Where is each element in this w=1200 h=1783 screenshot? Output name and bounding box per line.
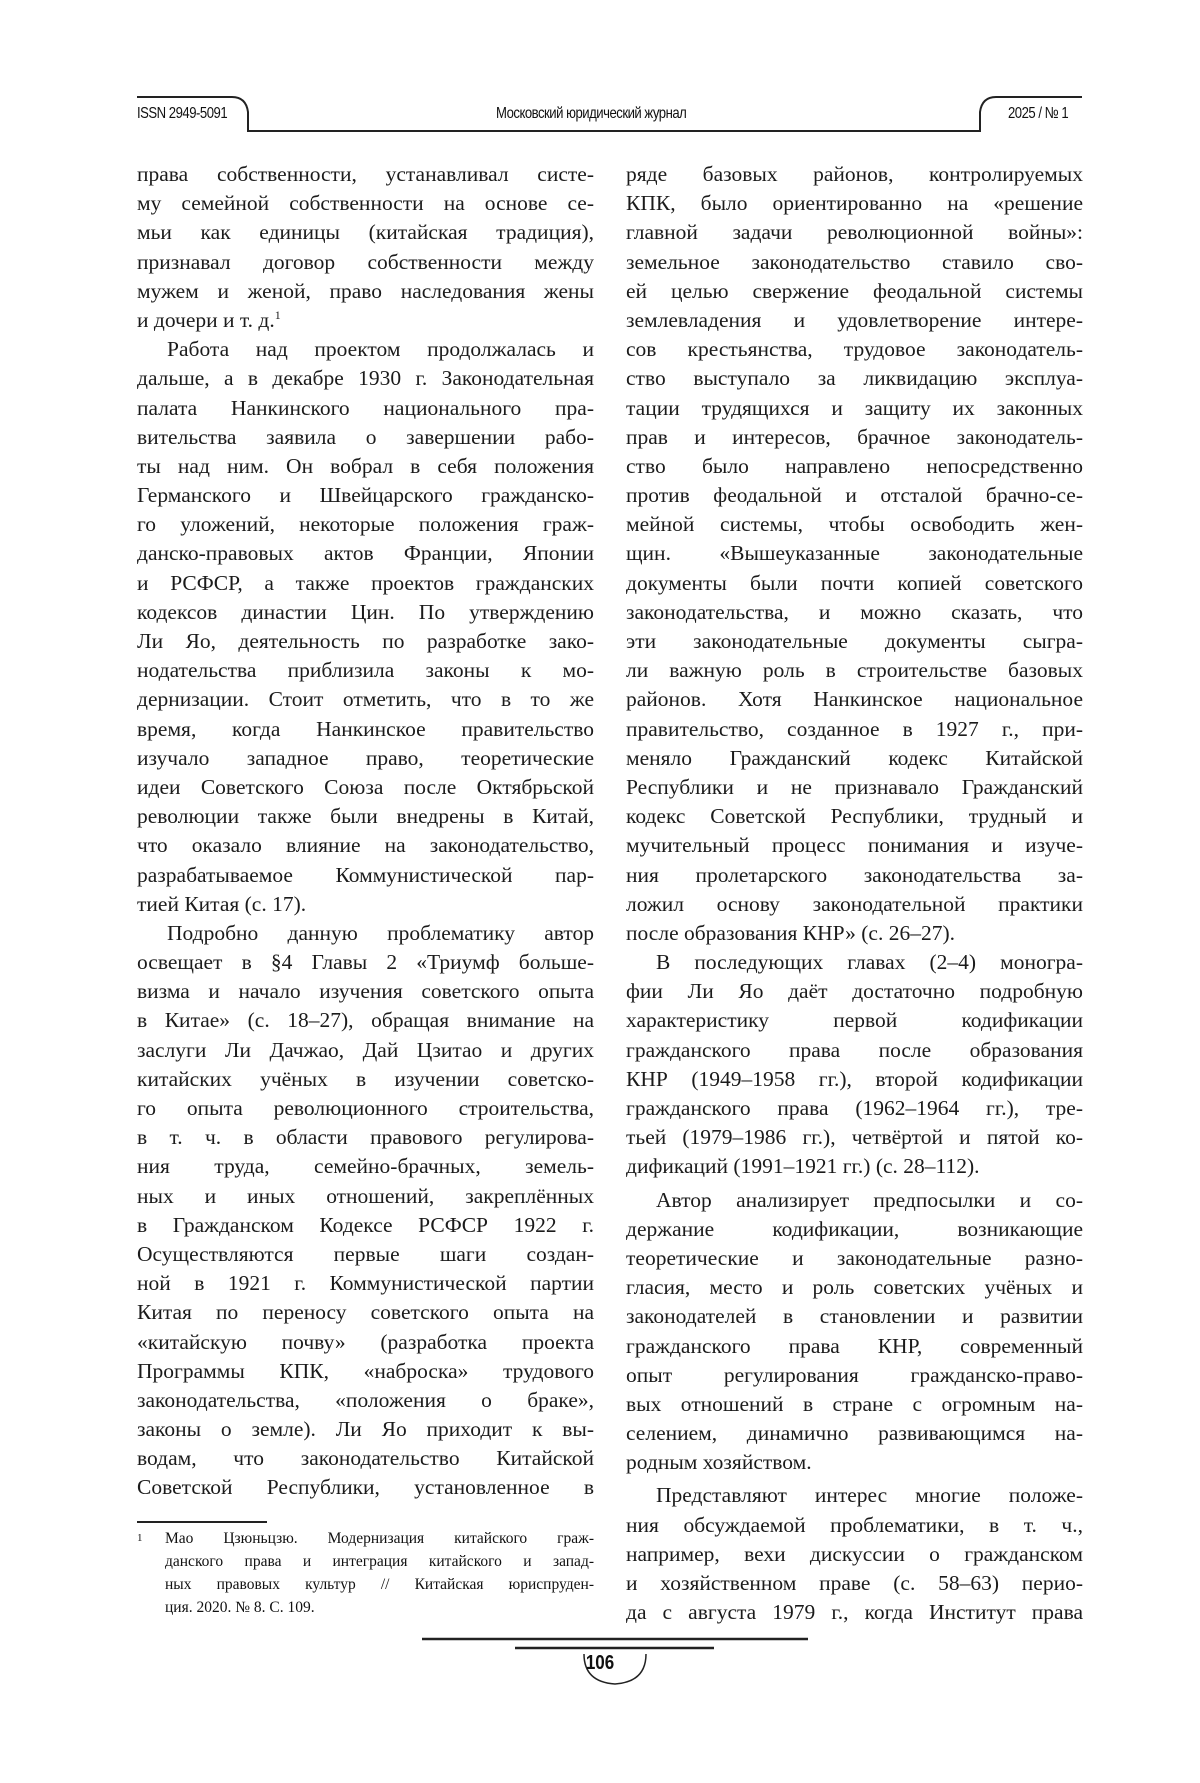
paragraph (626, 160, 1083, 948)
paragraph (137, 160, 594, 335)
line-text: Китая по переносу советского опыта на (137, 1300, 594, 1324)
text-line (626, 510, 1083, 539)
line-text: документы были почти копией советского (626, 571, 1083, 595)
text-line (626, 773, 1083, 802)
line-text: мьи как единицы (китайская традиция), (137, 220, 594, 244)
line-text: кодекс Советской Республики, трудный и (626, 804, 1083, 828)
line-text: Советской Республики, установленное в (137, 1475, 594, 1499)
text-line (137, 248, 594, 277)
line-text: Германского и Швейцарского гражданско- (137, 483, 594, 507)
header-frame (0, 0, 1200, 150)
text-line (626, 861, 1083, 890)
line-text: опыт регулирования гражданско-право- (626, 1363, 1083, 1387)
line-text: идеи Советского Союза после Октябрьской (137, 775, 594, 799)
line-text: эти законодательные документы сыгра- (626, 629, 1083, 653)
text-line (137, 948, 594, 977)
text-line (137, 598, 594, 627)
line-text: ты над ним. Он вобрал в себя положения (137, 454, 594, 478)
text-line (626, 364, 1083, 393)
text-line (626, 919, 1083, 948)
line-text: земельное законодательство ставило сво- (626, 250, 1083, 274)
text-line (626, 569, 1083, 598)
line-text: Ли Яо, деятельность по разработке зако- (137, 629, 594, 653)
text-line (137, 861, 594, 890)
line-text: характеристику первой кодификации (626, 1008, 1083, 1032)
footnote-number: 1 (137, 1527, 143, 1550)
line-text: вых отношений в стране с огромным на- (626, 1392, 1083, 1416)
line-text: Подробно данную проблематику автор (167, 921, 594, 945)
line-text: ложил основу законодательной практики (626, 892, 1083, 916)
line-text: гражданского права после образования (626, 1038, 1083, 1062)
line-text: заслуги Ли Дачжао, Дай Цзитао и других (137, 1038, 594, 1062)
line-text: гражданского права (1962–1964 гг.), тре- (626, 1096, 1083, 1120)
text-line (137, 510, 594, 539)
left-column (137, 160, 594, 1503)
text-line (626, 423, 1083, 452)
text-line (626, 481, 1083, 510)
line-text: щин. «Вышеуказанные законодательные (626, 541, 1083, 565)
text-line (137, 1415, 594, 1444)
line-text: данско-правовых актов Франции, Японии (137, 541, 594, 565)
line-text: после образования КНР» (с. 26–27). (626, 921, 955, 945)
footnote-text (165, 1527, 594, 1619)
right-column (626, 160, 1083, 1627)
line-text: вительства заявила о завершении рабо- (137, 425, 594, 449)
line-text: признавал договор собственности между (137, 250, 594, 274)
text-line (137, 1065, 594, 1094)
line-text: родным хозяйством. (626, 1450, 812, 1474)
line-text: визма и начало изучения советского опыта (137, 979, 594, 1003)
text-line (626, 335, 1083, 364)
text-line (137, 452, 594, 481)
text-line (626, 189, 1083, 218)
line-text: нодательства приблизила законы к мо- (137, 658, 594, 682)
text-line (137, 919, 594, 948)
text-line (626, 1332, 1083, 1361)
text-line (626, 248, 1083, 277)
text-line (137, 1211, 594, 1240)
line-text: в т. ч. в области правового регулирова- (137, 1125, 594, 1149)
text-line (626, 1123, 1083, 1152)
line-text: революции также были внедрены в Китай, (137, 804, 594, 828)
text-line (626, 1540, 1083, 1569)
text-line (137, 890, 594, 919)
line-text: районов. Хотя Нанкинское национальное (626, 687, 1083, 711)
journal-title: Московский юридический журнал (496, 105, 686, 123)
footnote-line: данского права и интеграция китайского и запад- (165, 1550, 594, 1573)
line-text: да с августа 1979 г., когда Институт права (626, 1600, 1083, 1624)
text-line (137, 1473, 594, 1502)
text-line (626, 744, 1083, 773)
paragraph (626, 1186, 1083, 1478)
line-text: кодексов династии Цин. По утверждению (137, 600, 594, 624)
line-text: законодателей в становлении и развитии (626, 1304, 1083, 1328)
line-text: ния пролетарского законодательства за- (626, 863, 1083, 887)
line-text: законы о земле). Ли Яо приходит к вы- (137, 1417, 594, 1441)
line-text: мучительный процесс понимания и изуче- (626, 833, 1083, 857)
text-line (626, 452, 1083, 481)
paragraph (626, 1481, 1083, 1627)
line-text: гражданского права КНР, современный (626, 1334, 1083, 1358)
paragraph (137, 335, 594, 919)
line-text: в Китае» (с. 18–27), обращая внимание на (137, 1008, 594, 1032)
line-text: землевладения и удовлетворение интере- (626, 308, 1083, 332)
text-line (137, 1036, 594, 1065)
line-text: права собственности, устанавливал систе- (137, 162, 594, 186)
text-line (137, 977, 594, 1006)
line-text: теоретические и законодательные разно- (626, 1246, 1083, 1270)
line-text: фии Ли Яо даёт достаточно подробную (626, 979, 1083, 1003)
text-line (626, 306, 1083, 335)
line-text: Представляют интерес многие положе- (656, 1483, 1083, 1507)
text-line (137, 160, 594, 189)
footnote-line: Мао Цзюньцзю. Модернизация китайского граж- (165, 1527, 594, 1550)
text-line (137, 189, 594, 218)
footnote-line: ция. 2020. № 8. С. 109. (165, 1596, 594, 1619)
text-line (626, 656, 1083, 685)
text-line (626, 1006, 1083, 1035)
text-line (137, 685, 594, 714)
text-line (626, 1481, 1083, 1510)
text-line (626, 802, 1083, 831)
text-line (137, 423, 594, 452)
text-line (626, 1094, 1083, 1123)
text-line (626, 160, 1083, 189)
line-text: и РСФСР, а также проектов гражданских (137, 571, 594, 595)
line-text: «китайскую почву» (разработка проекта (137, 1330, 594, 1354)
line-text: палата Нанкинского национального пра- (137, 396, 594, 420)
line-text: законодательства, и можно сказать, что (626, 600, 1083, 624)
line-text: тией Китая (с. 17). (137, 892, 306, 916)
text-line (137, 1269, 594, 1298)
text-line (626, 1273, 1083, 1302)
text-line (137, 627, 594, 656)
text-line (137, 1182, 594, 1211)
text-line (626, 831, 1083, 860)
text-line (137, 831, 594, 860)
line-text: мужем и женой, право наследования жены (137, 279, 594, 303)
line-text: КПК, было ориентированно на «решение (626, 191, 1083, 215)
line-text: го опыта революционного строительства, (137, 1096, 594, 1120)
text-line (137, 218, 594, 247)
text-line (137, 656, 594, 685)
line-text: ных и иных отношений, закреплённых (137, 1184, 594, 1208)
text-line (137, 277, 594, 306)
text-line (137, 773, 594, 802)
text-line (626, 1569, 1083, 1598)
text-line (137, 1152, 594, 1181)
text-line (626, 1448, 1083, 1477)
text-line (137, 1240, 594, 1269)
text-line (626, 1511, 1083, 1540)
line-text: водам, что законодательство Китайской (137, 1446, 594, 1470)
line-text: и дочери и т. д. (137, 308, 275, 332)
text-line (137, 1357, 594, 1386)
line-text: Республики и не признавало Гражданский (626, 775, 1083, 799)
line-text: тьей (1979–1986 гг.), четвёртой и пятой ко- (626, 1125, 1083, 1149)
line-text: ной в 1921 г. Коммунистической партии (137, 1271, 594, 1295)
text-line (137, 802, 594, 831)
line-text: главной задачи революционной войны»: (626, 220, 1083, 244)
line-text: например, вехи дискуссии о гражданском (626, 1542, 1083, 1566)
text-line (626, 539, 1083, 568)
line-text: что оказало влияние на законодательство, (137, 833, 594, 857)
text-line (626, 277, 1083, 306)
footnote-ref[interactable]: 1 (275, 308, 281, 322)
text-line (137, 481, 594, 510)
line-text: держание кодификации, возникающие (626, 1217, 1083, 1241)
text-line (626, 1598, 1083, 1627)
line-text: В последующих главах (2–4) моногра- (656, 950, 1083, 974)
text-line (137, 1444, 594, 1473)
text-line (626, 627, 1083, 656)
text-line (626, 394, 1083, 423)
line-text: гласия, место и роль советских учёных и (626, 1275, 1083, 1299)
text-line (626, 1215, 1083, 1244)
line-text: изучало западное право, теоретические (137, 746, 594, 770)
text-line (626, 890, 1083, 919)
line-text: разрабатываемое Коммунистической пар- (137, 863, 594, 887)
line-text: ния труда, семейно-брачных, земель- (137, 1154, 594, 1178)
line-text: ство выступало за ликвидацию эксплуа- (626, 366, 1083, 390)
line-text: го уложений, некоторые положения граж- (137, 512, 594, 536)
page-number: 106 (575, 1652, 626, 1675)
line-text: против феодальной и отсталой брачно-се- (626, 483, 1083, 507)
text-line (626, 1244, 1083, 1273)
text-line (626, 1152, 1083, 1181)
text-line (137, 1298, 594, 1327)
line-text: законодательства, «положения о браке», (137, 1388, 594, 1412)
line-text: меняло Гражданский кодекс Китайской (626, 746, 1083, 770)
line-text: Автор анализирует предпосылки и со- (656, 1188, 1083, 1212)
text-line (626, 715, 1083, 744)
text-line (137, 394, 594, 423)
text-line (626, 948, 1083, 977)
text-line (626, 1361, 1083, 1390)
text-line (137, 364, 594, 393)
text-line (626, 1390, 1083, 1419)
text-line (137, 569, 594, 598)
line-text: ей целью свержение феодальной системы (626, 279, 1083, 303)
issue-number: 2025 / № 1 (1008, 105, 1068, 123)
text-line (626, 598, 1083, 627)
line-text: дификаций (1991–1921 гг.) (с. 28–112). (626, 1154, 980, 1178)
text-line (137, 539, 594, 568)
line-text: ли важную роль в строительстве базовых (626, 658, 1083, 682)
text-line (626, 1065, 1083, 1094)
text-line (626, 977, 1083, 1006)
line-text: правительство, созданное в 1927 г., при- (626, 717, 1083, 741)
line-text: Осуществляются первые шаги создан- (137, 1242, 594, 1266)
text-line (137, 715, 594, 744)
line-text: мейной системы, чтобы освободить жен- (626, 512, 1083, 536)
line-text: Работа над проектом продолжалась и (167, 337, 594, 361)
footnote-line: ных правовых культур // Китайская юриспруден- (165, 1573, 594, 1596)
line-text: освещает в §4 Главы 2 «Триумф больше- (137, 950, 594, 974)
line-text: дернизации. Стоит отметить, что в то же (137, 687, 594, 711)
text-line (626, 218, 1083, 247)
text-line (137, 335, 594, 364)
text-line (137, 1123, 594, 1152)
line-text: время, когда Нанкинское правительство (137, 717, 594, 741)
text-line (626, 1302, 1083, 1331)
line-text: дальше, а в декабре 1930 г. Законодательная (137, 366, 594, 390)
line-text: ство было направлено непосредственно (626, 454, 1083, 478)
line-text: ряде базовых районов, контролируемых (626, 162, 1083, 186)
line-text: сов крестьянства, трудовое законодатель- (626, 337, 1083, 361)
line-text: селением, динамично развивающимся на- (626, 1421, 1083, 1445)
footnote (137, 1527, 594, 1619)
line-text: ния обсуждаемой проблематики, в т. ч., (626, 1513, 1083, 1537)
text-line (137, 1006, 594, 1035)
text-line (137, 1386, 594, 1415)
paragraph (137, 919, 594, 1503)
line-text: в Гражданском Кодексе РСФСР 1922 г. (137, 1213, 594, 1237)
line-text: КНР (1949–1958 гг.), второй кодификации (626, 1067, 1083, 1091)
line-text: прав и интересов, брачное законодатель- (626, 425, 1083, 449)
line-text: и хозяйственном праве (с. 58–63) перио- (626, 1571, 1083, 1595)
line-text: китайских учёных в изучении советско- (137, 1067, 594, 1091)
footnote-divider (137, 1521, 267, 1523)
text-line (137, 306, 594, 335)
text-line (626, 1036, 1083, 1065)
paragraph (626, 948, 1083, 1182)
issn: ISSN 2949-5091 (137, 105, 227, 123)
text-line (137, 1094, 594, 1123)
text-line (626, 1186, 1083, 1215)
line-text: Программы КПК, «наброска» трудового (137, 1359, 594, 1383)
text-line (137, 1328, 594, 1357)
line-text: му семейной собственности на основе се- (137, 191, 594, 215)
text-line (137, 744, 594, 773)
text-line (626, 1419, 1083, 1448)
text-line (626, 685, 1083, 714)
line-text: тации трудящихся и защиту их законных (626, 396, 1083, 420)
